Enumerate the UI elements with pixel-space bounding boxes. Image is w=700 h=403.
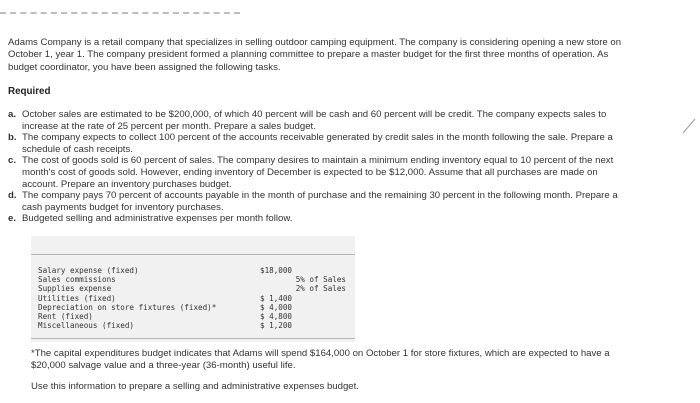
- instruction-text: Use this information to prepare a selling and administrative expenses budget.: [31, 381, 359, 392]
- top-divider: [0, 12, 240, 14]
- requirement-e: [8, 213, 630, 225]
- requirement-label: c.: [8, 155, 17, 167]
- footnote: *The capital expenditures budget indicates that Adams will spend $164,000 on October 1 for store fixtures, which are expected to have a $20,000 salvage value and a three-year (36-month) useful life.: [31, 348, 610, 371]
- requirements-list: [8, 109, 630, 225]
- expense-percent: 2% of Sales: [295, 284, 346, 294]
- expense-name: Depreciation on store fixtures (fixed)*: [38, 302, 217, 312]
- requirement-label: e.: [8, 213, 17, 225]
- expense-row: [38, 312, 358, 321]
- expense-name: Sales commissions: [38, 275, 116, 285]
- expense-row: [38, 266, 358, 275]
- expense-row: [38, 294, 358, 303]
- pen-mark-icon: [681, 117, 697, 135]
- expense-amount: $ 1,400: [260, 293, 293, 303]
- requirement-c: [8, 155, 630, 190]
- expense-table: [38, 266, 358, 330]
- expense-name: Miscellaneous (fixed): [38, 321, 135, 331]
- requirement-label: b.: [8, 132, 17, 144]
- requirement-text: October sales are estimated to be $200,000, of which 40 percent will be cash and 60 percent will be credit. The company expects sales to increase at the rate of 25 percent per month. Prepare a sales budget.: [22, 109, 607, 132]
- requirement-label: a.: [8, 109, 17, 120]
- expense-percent: 5% of Sales: [295, 275, 346, 285]
- intro-paragraph: Adams Company is a retail company that specializes in selling outdoor camping equipment. The company is considering opening a new store on October 1, year 1. The company president formed a planning committee to prepare a master budget for the first three months of operation. As budget coordinator, you have been assigned the following tasks.: [8, 37, 622, 73]
- expense-table-top-rule: [31, 254, 355, 255]
- expense-amount: $18,000: [260, 266, 293, 275]
- expense-row: [38, 275, 358, 284]
- expense-row: [38, 321, 358, 330]
- expense-name: Rent (fixed): [38, 311, 93, 321]
- expense-row: [38, 303, 358, 312]
- requirement-d: [8, 190, 630, 213]
- expense-amount: $ 4,800: [260, 311, 293, 321]
- expense-name: Salary expense (fixed): [38, 266, 139, 275]
- requirement-a: [8, 109, 630, 132]
- required-heading: Required: [8, 86, 51, 97]
- expense-name: Supplies expense: [38, 284, 112, 294]
- requirement-text: The cost of goods sold is 60 percent of sales. The company desires to maintain a minimum ending inventory equal to 10 percent of the next month's cost of goods sold. However, ending inventory of December is expected to be $12,000. Assume that all purchases are made on account. Prepare an inventory purchases budget.: [22, 155, 614, 190]
- expense-amount: $ 1,200: [260, 321, 293, 331]
- requirement-b: [8, 132, 630, 155]
- expense-name: Utilities (fixed): [38, 293, 116, 303]
- expense-amount: $ 4,000: [260, 302, 293, 312]
- requirement-text: The company pays 70 percent of accounts payable in the month of purchase and the remaining 30 percent in the following month. Prepare a cash payments budget for inventory purchases.: [22, 190, 618, 213]
- expense-table-bottom-rule: [31, 338, 355, 339]
- expense-row: [38, 284, 358, 293]
- requirement-text: Budgeted selling and administrative expenses per month follow.: [22, 213, 293, 225]
- requirement-label: d.: [8, 190, 17, 202]
- requirement-text: The company expects to collect 100 percent of the accounts receivable generated by credit sales in the month following the sale. Prepare a schedule of cash receipts.: [22, 132, 613, 155]
